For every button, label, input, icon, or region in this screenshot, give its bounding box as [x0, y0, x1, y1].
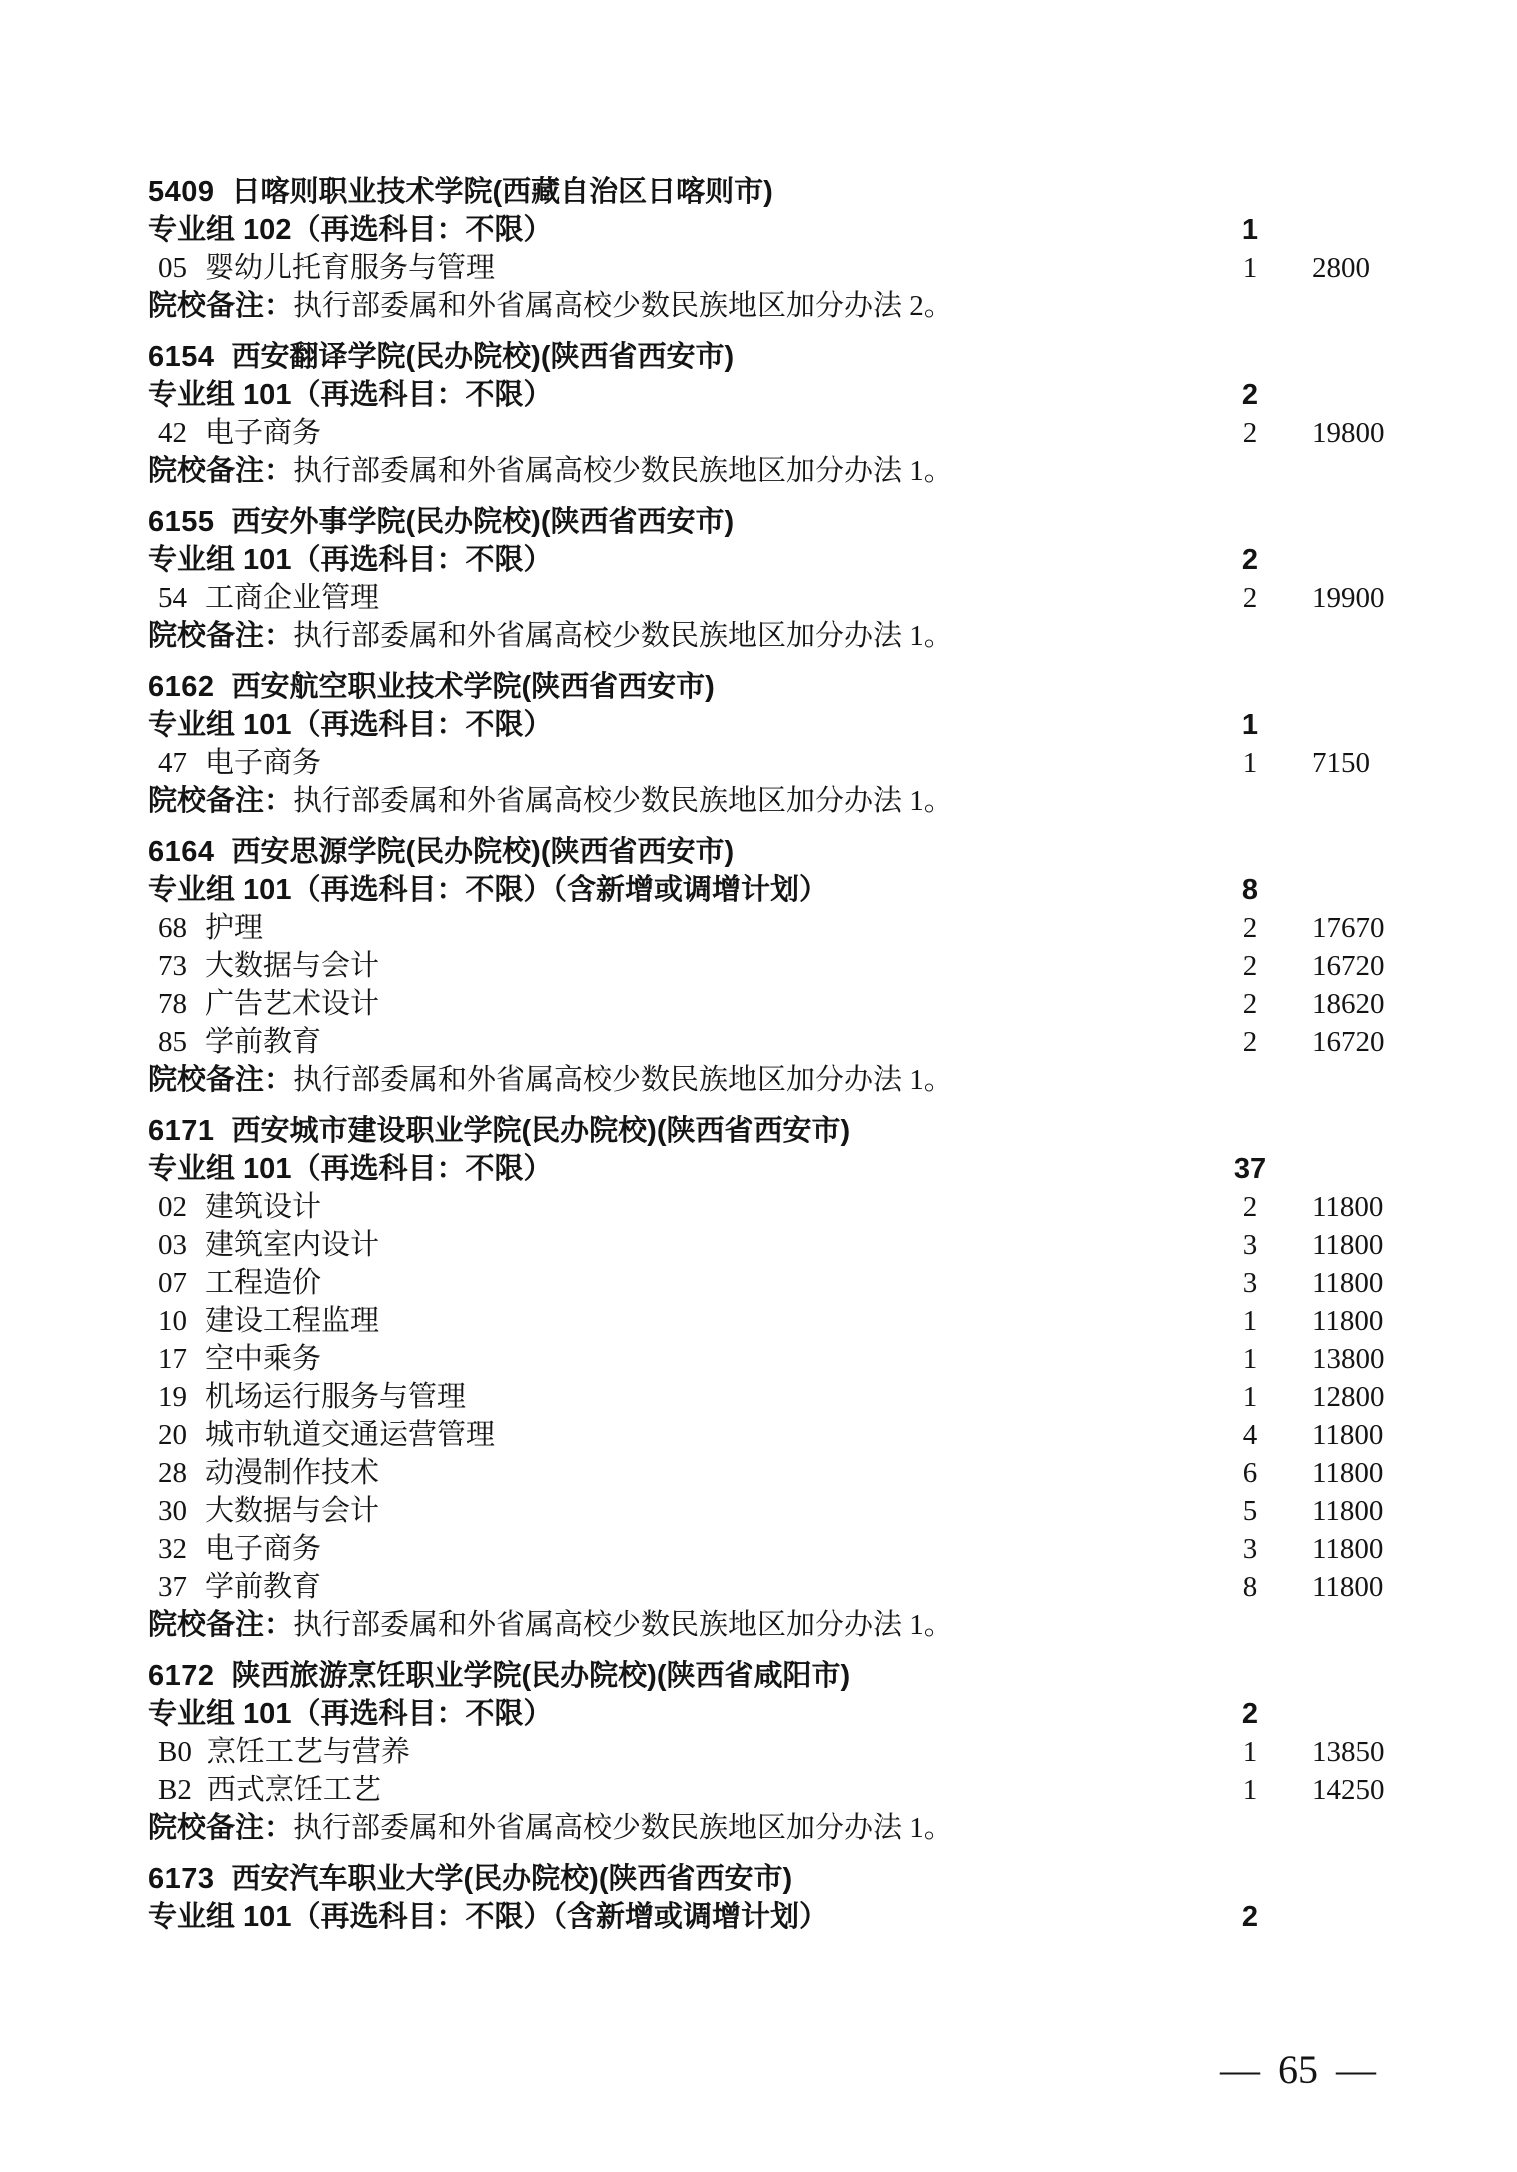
school-list: [148, 173, 1440, 1936]
page-number: 65: [1278, 2047, 1318, 2092]
major-tuition: 11800: [1312, 1229, 1384, 1261]
school-header-row: [148, 1860, 1440, 1898]
major-group-row: [148, 871, 1440, 909]
major-name: 动漫制作技术: [205, 1457, 380, 1489]
school-remark-row: [148, 452, 1440, 490]
major-row: [148, 1454, 1440, 1492]
major-name: 大数据与会计: [205, 1495, 380, 1527]
major-code: 68: [158, 912, 187, 944]
major-group: [148, 706, 1440, 782]
school-header-row: [148, 173, 1440, 211]
school-block: [148, 173, 1440, 325]
school-name: 西安城市建设职业学院(民办院校)(陕西省西安市): [231, 1115, 851, 1147]
major-row: [148, 1733, 1440, 1771]
major-tuition: 19900: [1312, 582, 1385, 614]
major-group-list: [148, 706, 1440, 782]
major-plan-count: 3: [1242, 1533, 1258, 1565]
major-group-list: [148, 376, 1440, 452]
major-group-label: 专业组 101（再选科目：不限）: [148, 544, 553, 576]
major-plan-count: 1: [1242, 252, 1258, 284]
major-name: 烹饪工艺与营养: [206, 1736, 410, 1768]
major-row: [148, 414, 1440, 452]
school-remark-row: [148, 782, 1440, 820]
major-tuition: 11800: [1312, 1533, 1384, 1565]
major-tuition: 13850: [1312, 1736, 1385, 1768]
major-code: 07: [158, 1267, 187, 1299]
remark-label: 院校备注：: [148, 1812, 294, 1844]
group-plan-count: 2: [1241, 1901, 1259, 1933]
major-row: [148, 1530, 1440, 1568]
major-group: [148, 541, 1440, 617]
major-name: 机场运行服务与管理: [205, 1381, 467, 1413]
major-list: [148, 1188, 1440, 1606]
major-plan-count: 2: [1242, 417, 1258, 449]
major-group: [148, 211, 1440, 287]
major-row: [148, 579, 1440, 617]
school-header-row: [148, 503, 1440, 541]
school-name: 西安外事学院(民办院校)(陕西省西安市): [231, 506, 735, 538]
major-code: B0: [158, 1736, 192, 1768]
major-group-label: 专业组 101（再选科目：不限）（含新增或调增计划）: [148, 874, 828, 906]
major-group-row: [148, 1150, 1440, 1188]
major-plan-count: 1: [1242, 1774, 1258, 1806]
remark-text: 执行部委属和外省属高校少数民族地区加分办法 2。: [293, 290, 953, 322]
major-name: 建筑室内设计: [205, 1229, 380, 1261]
major-name: 建筑设计: [205, 1191, 322, 1223]
major-list: [148, 1733, 1440, 1809]
major-plan-count: 1: [1242, 747, 1258, 779]
major-name: 电子商务: [205, 1533, 322, 1565]
major-plan-count: 5: [1242, 1495, 1258, 1527]
major-row: [148, 985, 1440, 1023]
major-plan-count: 6: [1242, 1457, 1258, 1489]
school-code: 6173: [148, 1863, 215, 1895]
major-code: 47: [158, 747, 187, 779]
footer-left-dash: —: [1220, 2047, 1260, 2092]
school-block: [148, 668, 1440, 820]
major-plan-count: 2: [1242, 1026, 1258, 1058]
major-name: 工商企业管理: [205, 582, 380, 614]
major-group: [148, 1150, 1440, 1606]
major-group-list: [148, 1898, 1440, 1936]
group-plan-count: 2: [1241, 544, 1259, 576]
school-code: 6154: [148, 341, 215, 373]
major-plan-count: 8: [1242, 1571, 1258, 1603]
school-header-row: [148, 1657, 1440, 1695]
major-list: [148, 249, 1440, 287]
major-row: [148, 1302, 1440, 1340]
major-plan-count: 3: [1242, 1229, 1258, 1261]
major-row: [148, 909, 1440, 947]
major-plan-count: 2: [1242, 1191, 1258, 1223]
major-row: [148, 249, 1440, 287]
remark-label: 院校备注：: [148, 785, 294, 817]
major-group-label: 专业组 101（再选科目：不限）: [148, 379, 553, 411]
major-code: 42: [158, 417, 187, 449]
major-group-list: [148, 541, 1440, 617]
major-tuition: 11800: [1312, 1305, 1384, 1337]
group-plan-count: 37: [1233, 1153, 1267, 1185]
school-header-row: [148, 668, 1440, 706]
major-tuition: 11800: [1312, 1267, 1384, 1299]
major-group-list: [148, 211, 1440, 287]
major-row: [148, 1378, 1440, 1416]
group-plan-count: 2: [1241, 379, 1259, 411]
major-group-label: 专业组 101（再选科目：不限）: [148, 709, 553, 741]
remark-label: 院校备注：: [148, 1064, 294, 1096]
major-tuition: 13800: [1312, 1343, 1385, 1375]
school-name: 西安翻译学院(民办院校)(陕西省西安市): [231, 341, 735, 373]
major-row: [148, 1568, 1440, 1606]
major-name: 工程造价: [205, 1267, 322, 1299]
major-code: 05: [158, 252, 187, 284]
school-remark-row: [148, 1061, 1440, 1099]
major-row: [148, 1226, 1440, 1264]
major-code: 37: [158, 1571, 187, 1603]
major-code: 78: [158, 988, 187, 1020]
major-list: [148, 414, 1440, 452]
major-code: 17: [158, 1343, 187, 1375]
school-code: 6162: [148, 671, 215, 703]
major-group-row: [148, 376, 1440, 414]
major-plan-count: 2: [1242, 950, 1258, 982]
school-code: 6172: [148, 1660, 215, 1692]
school-name: 西安思源学院(民办院校)(陕西省西安市): [231, 836, 735, 868]
school-code: 6171: [148, 1115, 215, 1147]
major-group-list: [148, 1695, 1440, 1809]
major-code: 30: [158, 1495, 187, 1527]
major-name: 学前教育: [205, 1571, 322, 1603]
major-row: [148, 947, 1440, 985]
major-row: [148, 1492, 1440, 1530]
major-row: [148, 1416, 1440, 1454]
remark-text: 执行部委属和外省属高校少数民族地区加分办法 1。: [293, 1609, 953, 1641]
major-list: [148, 579, 1440, 617]
major-code: 19: [158, 1381, 187, 1413]
major-group: [148, 1695, 1440, 1809]
remark-label: 院校备注：: [148, 290, 294, 322]
school-code: 6155: [148, 506, 215, 538]
major-tuition: 11800: [1312, 1419, 1384, 1451]
major-group: [148, 1898, 1440, 1936]
major-code: 85: [158, 1026, 187, 1058]
major-group-row: [148, 1898, 1440, 1936]
page-footer: [1158, 2046, 1438, 2094]
major-list: [148, 909, 1440, 1061]
major-plan-count: 2: [1242, 912, 1258, 944]
major-name: 建设工程监理: [205, 1305, 380, 1337]
school-name: 西安汽车职业大学(民办院校)(陕西省西安市): [231, 1863, 793, 1895]
school-block: [148, 1860, 1440, 1936]
major-code: 73: [158, 950, 187, 982]
school-name: 陕西旅游烹饪职业学院(民办院校)(陕西省咸阳市): [231, 1660, 851, 1692]
remark-text: 执行部委属和外省属高校少数民族地区加分办法 1。: [293, 1812, 953, 1844]
major-name: 护理: [205, 912, 264, 944]
major-tuition: 7150: [1312, 747, 1370, 779]
major-name: 电子商务: [205, 417, 322, 449]
major-name: 西式烹饪工艺: [206, 1774, 381, 1806]
footer-right-dash: —: [1336, 2047, 1376, 2092]
school-remark-row: [148, 287, 1440, 325]
major-name: 空中乘务: [205, 1343, 322, 1375]
school-header-row: [148, 833, 1440, 871]
major-plan-count: 1: [1242, 1305, 1258, 1337]
major-tuition: 14250: [1312, 1774, 1385, 1806]
major-code: 10: [158, 1305, 187, 1337]
school-remark-row: [148, 617, 1440, 655]
major-group: [148, 376, 1440, 452]
major-name: 大数据与会计: [205, 950, 380, 982]
major-plan-count: 1: [1242, 1343, 1258, 1375]
major-tuition: 16720: [1312, 950, 1385, 982]
major-tuition: 11800: [1312, 1457, 1384, 1489]
major-code: 03: [158, 1229, 187, 1261]
school-name: 日喀则职业技术学院(西藏自治区日喀则市): [231, 176, 773, 208]
major-group-row: [148, 1695, 1440, 1733]
remark-text: 执行部委属和外省属高校少数民族地区加分办法 1。: [293, 620, 953, 652]
major-code: 32: [158, 1533, 187, 1565]
major-tuition: 11800: [1312, 1571, 1384, 1603]
major-plan-count: 1: [1242, 1381, 1258, 1413]
major-tuition: 16720: [1312, 1026, 1385, 1058]
major-code: 02: [158, 1191, 187, 1223]
major-tuition: 17670: [1312, 912, 1385, 944]
major-tuition: 18620: [1312, 988, 1385, 1020]
major-row: [148, 1771, 1440, 1809]
major-row: [148, 1188, 1440, 1226]
school-block: [148, 503, 1440, 655]
major-group: [148, 871, 1440, 1061]
school-block: [148, 833, 1440, 1099]
major-group-row: [148, 706, 1440, 744]
major-group-list: [148, 1150, 1440, 1606]
major-plan-count: 1: [1242, 1736, 1258, 1768]
major-name: 婴幼儿托育服务与管理: [205, 252, 496, 284]
major-tuition: 2800: [1312, 252, 1370, 284]
remark-label: 院校备注：: [148, 1609, 294, 1641]
major-code: 54: [158, 582, 187, 614]
major-name: 广告艺术设计: [205, 988, 380, 1020]
major-name: 城市轨道交通运营管理: [205, 1419, 496, 1451]
group-plan-count: 1: [1241, 214, 1259, 246]
school-remark-row: [148, 1606, 1440, 1644]
major-code: 28: [158, 1457, 187, 1489]
school-header-row: [148, 338, 1440, 376]
major-plan-count: 2: [1242, 582, 1258, 614]
major-plan-count: 3: [1242, 1267, 1258, 1299]
remark-label: 院校备注：: [148, 455, 294, 487]
major-row: [148, 1264, 1440, 1302]
major-plan-count: 2: [1242, 988, 1258, 1020]
major-tuition: 11800: [1312, 1495, 1384, 1527]
major-name: 学前教育: [205, 1026, 322, 1058]
remark-text: 执行部委属和外省属高校少数民族地区加分办法 1。: [293, 785, 953, 817]
major-name: 电子商务: [205, 747, 322, 779]
major-group-label: 专业组 102（再选科目：不限）: [148, 214, 553, 246]
school-code: 5409: [148, 176, 215, 208]
remark-text: 执行部委属和外省属高校少数民族地区加分办法 1。: [293, 1064, 953, 1096]
major-list: [148, 744, 1440, 782]
major-group-label: 专业组 101（再选科目：不限）（含新增或调增计划）: [148, 1901, 828, 1933]
major-tuition: 19800: [1312, 417, 1385, 449]
school-code: 6164: [148, 836, 215, 868]
school-block: [148, 338, 1440, 490]
major-group-label: 专业组 101（再选科目：不限）: [148, 1698, 553, 1730]
group-plan-count: 1: [1241, 709, 1259, 741]
major-code: 20: [158, 1419, 187, 1451]
major-code: B2: [158, 1774, 192, 1806]
major-plan-count: 4: [1242, 1419, 1258, 1451]
school-name: 西安航空职业技术学院(陕西省西安市): [231, 671, 715, 703]
remark-text: 执行部委属和外省属高校少数民族地区加分办法 1。: [293, 455, 953, 487]
major-group-row: [148, 211, 1440, 249]
major-group-list: [148, 871, 1440, 1061]
school-header-row: [148, 1112, 1440, 1150]
major-group-label: 专业组 101（再选科目：不限）: [148, 1153, 553, 1185]
major-row: [148, 744, 1440, 782]
major-row: [148, 1340, 1440, 1378]
major-row: [148, 1023, 1440, 1061]
major-tuition: 11800: [1312, 1191, 1384, 1223]
school-remark-row: [148, 1809, 1440, 1847]
major-tuition: 12800: [1312, 1381, 1385, 1413]
major-group-row: [148, 541, 1440, 579]
school-block: [148, 1112, 1440, 1644]
remark-label: 院校备注：: [148, 620, 294, 652]
group-plan-count: 2: [1241, 1698, 1259, 1730]
group-plan-count: 8: [1241, 874, 1259, 906]
school-block: [148, 1657, 1440, 1847]
